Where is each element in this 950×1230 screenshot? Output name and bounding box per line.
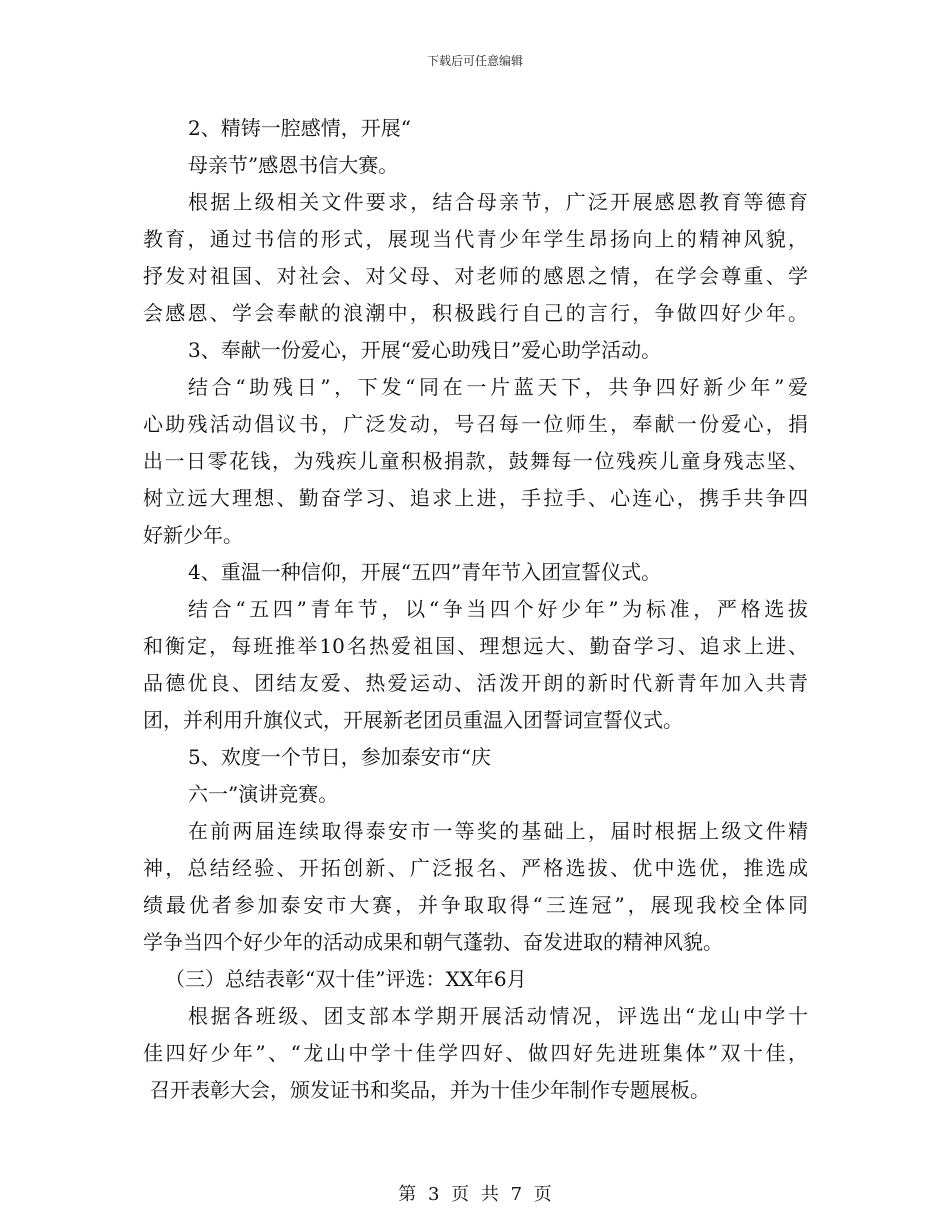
paragraph-line: 根据各班级、团支部本学期开展活动情况，评选出“龙山中学十	[188, 1004, 808, 1028]
paragraph-line: 教育，通过书信的形式，展现当代青少年学生昂扬向上的精神风貌，	[143, 227, 808, 251]
paragraph-line: 根据上级相关文件要求，结合母亲节，广泛开展感恩教育等德育	[188, 190, 808, 214]
paragraph-line: 结合“助残日”，下发“同在一片蓝天下，共争四好新少年”爱	[188, 375, 808, 399]
paragraph-line: 和衡定，每班推举10名热爱祖国、理想远大、勤奋学习、追求上进、	[143, 634, 808, 658]
paragraph-line: 会感恩、学会奉献的浪潮中，积极践行自己的言行，争做四好少年。	[143, 301, 808, 325]
section-heading-5-cont: 六一”演讲竞赛。	[188, 782, 339, 806]
paragraph-line: 佳四好少年”、“龙山中学十佳学四好、做四好先进班集体”双十佳，	[143, 1041, 808, 1065]
paragraph-line: 树立远大理想、勤奋学习、追求上进，手拉手、心连心，携手共争四	[143, 486, 808, 510]
section-heading-4: 4、重温一种信仰，开展“五四”青年节入团宣誓仪式。	[188, 560, 662, 584]
paragraph-line: 心助残活动倡议书，广泛发动，号召每一位师生，奉献一份爱心，捐	[143, 412, 808, 436]
paragraph-line: 绩最优者参加泰安市大赛，并争取取得“三连冠”，展现我校全体同	[143, 893, 808, 917]
paragraph-line: 神，总结经验、开拓创新、广泛报名、严格选拔、优中选优，推选成	[143, 856, 808, 880]
section-heading-summary: （三）总结表彰“双十佳”评选：XX年6月	[165, 967, 527, 991]
section-heading-3: 3、奉献一份爱心，开展“爱心助残日”爱心助学活动。	[188, 338, 662, 362]
page-header: 下载后可任意编辑	[426, 54, 523, 68]
paragraph-line: 品德优良、团结友爱、热爱运动、活泼开朗的新时代新青年加入共青	[143, 671, 808, 695]
paragraph-line: 团，并利用升旗仪式，开展新老团员重温入团誓词宣誓仪式。	[143, 708, 683, 732]
paragraph-line: 结合“五四”青年节，以“争当四个好少年”为标准，严格选拔	[188, 597, 808, 621]
section-heading-2: 2、精铸一腔感情，开展“	[188, 116, 411, 140]
paragraph-line: 好新少年。	[143, 523, 243, 547]
document-body	[143, 110, 808, 1109]
paragraph-line: 出一日零花钱，为残疾儿童积极捐款，鼓舞每一位残疾儿童身残志坚、	[143, 449, 808, 473]
page-number-footer: 第 3 页 共 7 页	[398, 1184, 552, 1205]
section-heading-5: 5、欢度一个节日，参加泰安市“庆	[188, 745, 491, 769]
section-heading-2-cont: 母亲节”感恩书信大赛。	[188, 153, 399, 177]
paragraph-line: 在前两届连续取得泰安市一等奖的基础上，届时根据上级文件精	[188, 819, 808, 843]
paragraph-line: 抒发对祖国、对社会、对父母、对老师的感恩之情，在学会尊重、学	[143, 264, 808, 288]
paragraph-line: 学争当四个好少年的活动成果和朝气蓬勃、奋发进取的精神风貌。	[143, 930, 723, 954]
paragraph-line: 召开表彰大会，颁发证书和奖品，并为十佳少年制作专题展板。	[150, 1078, 710, 1102]
